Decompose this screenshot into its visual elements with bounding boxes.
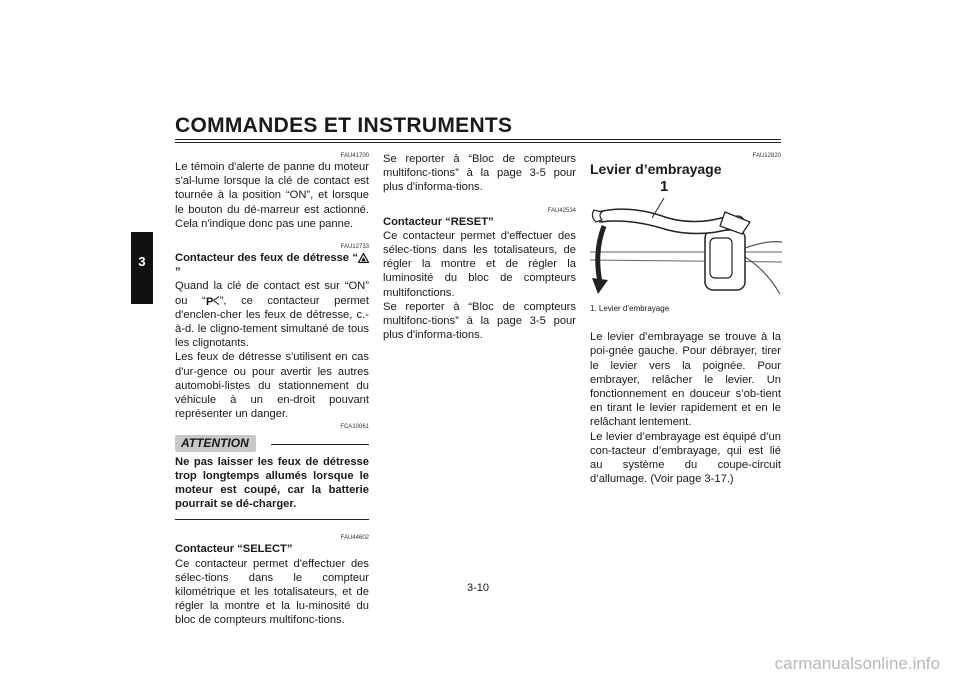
callout-number: 1 bbox=[660, 178, 669, 195]
attention-rule-bottom bbox=[175, 519, 369, 520]
column-right bbox=[590, 150, 781, 486]
select-heading: Contacteur “SELECT” bbox=[175, 543, 293, 556]
clutch-paragraph-2: Le levier d’embrayage est équipé d’un con-tacteur d’embrayage, qui est lié au système du coupe-circuit d’allumage. (Voir page 3-17.) bbox=[590, 430, 781, 486]
hazard-text-b: ”, ce contacteur permet d'enclen-cher les feux de détresse, c.-à-d. le cligno-tement simultané de tous les clignotants. bbox=[175, 294, 369, 350]
ref-code: FAU44602 bbox=[340, 535, 369, 542]
parking-position-icon bbox=[206, 295, 220, 306]
svg-text:P: P bbox=[205, 296, 214, 307]
hazard-paragraph-2: Les feux de détresse s'utilisent en cas d'ur-gence ou pour avertir les autres automobi-listes du stationnement du véhicule à un en-droit pouvant représenter un danger. bbox=[175, 351, 369, 421]
page-number: 3-10 bbox=[467, 582, 490, 594]
page-title: COMMANDES ET INSTRUMENTS bbox=[175, 114, 513, 137]
ref-code: FAU41700 bbox=[340, 153, 369, 159]
hazard-heading bbox=[175, 251, 369, 279]
chapter-tab-number: 3 bbox=[138, 254, 146, 269]
column-middle bbox=[383, 150, 576, 342]
header-rule-bottom bbox=[175, 142, 781, 143]
reset-heading: Contacteur “RESET” bbox=[383, 215, 494, 228]
header-rule-top bbox=[175, 139, 781, 140]
column-left bbox=[175, 150, 369, 628]
hazard-heading-close: ” bbox=[175, 266, 181, 279]
hazard-text-a: Quand la clé de contact est sur “ON” ou “ bbox=[175, 280, 369, 307]
clutch-lever-illustration bbox=[590, 178, 782, 300]
attention-rule-top bbox=[271, 444, 369, 445]
ref-code: FAU12733 bbox=[340, 244, 369, 251]
reset-reference-paragraph: Se reporter à “Bloc de compteurs multifonc-tions” à la page 3-5 pour plus d'informa-tions. bbox=[383, 300, 576, 342]
engine-warning-paragraph: Le témoin d'alerte de panne du moteur s'al-lume lorsque la clé de contact est tournée à la position “ON”, et lorsque le bouton du dé-marreur est actionné. Cela n'indique donc pas une panne. bbox=[175, 161, 369, 230]
hazard-paragraph-1 bbox=[175, 279, 369, 350]
attention-text: Ne pas laisser les feux de détresse trop longtemps allumés lorsque le moteur est coupé, car la batterie pourrait se dé-charger. bbox=[175, 455, 369, 511]
reference-paragraph: Se reporter à “Bloc de compteurs multifonc-tions” à la page 3-5 pour plus d'informa-tions. bbox=[383, 153, 576, 194]
watermark: carmanualsonline.info bbox=[774, 654, 940, 673]
ref-code: FAU42534 bbox=[547, 207, 576, 214]
ref-code: FCA10061 bbox=[340, 424, 369, 431]
hazard-triangle-icon bbox=[358, 253, 369, 263]
attention-label: ATTENTION bbox=[175, 435, 256, 451]
chapter-tab bbox=[131, 232, 153, 304]
hazard-heading-text: Contacteur des feux de détresse “ bbox=[175, 252, 358, 265]
reset-paragraph: Ce contacteur permet d'effectuer des sélec-tions dans les totalisateurs, de régler la montre et de régler la luminosité du bloc de compteurs multifonctions. bbox=[383, 229, 576, 299]
ref-code: FAU12820 bbox=[752, 153, 781, 159]
clutch-lever-title: Levier d’embrayage bbox=[590, 161, 722, 177]
select-paragraph: Ce contacteur permet d'effectuer des sélec-tions dans le compteur kilométrique et les totalisateurs, et de régler la montre et la lu-minosité du bloc de compteurs multifonc-tions. bbox=[175, 557, 369, 627]
figure-caption: 1. Levier d’embrayage bbox=[590, 304, 670, 313]
clutch-lever-drawing bbox=[590, 178, 782, 300]
clutch-paragraph-1: Le levier d’embrayage se trouve à la poi-gnée gauche. Pour débrayer, tirer le levier vers la poignée. Pour embrayer, relâcher le levier. Un fonctionnement en douceur s’ob-tient en tirant le levier rapidement et en le relâchant lentement. bbox=[590, 331, 781, 429]
